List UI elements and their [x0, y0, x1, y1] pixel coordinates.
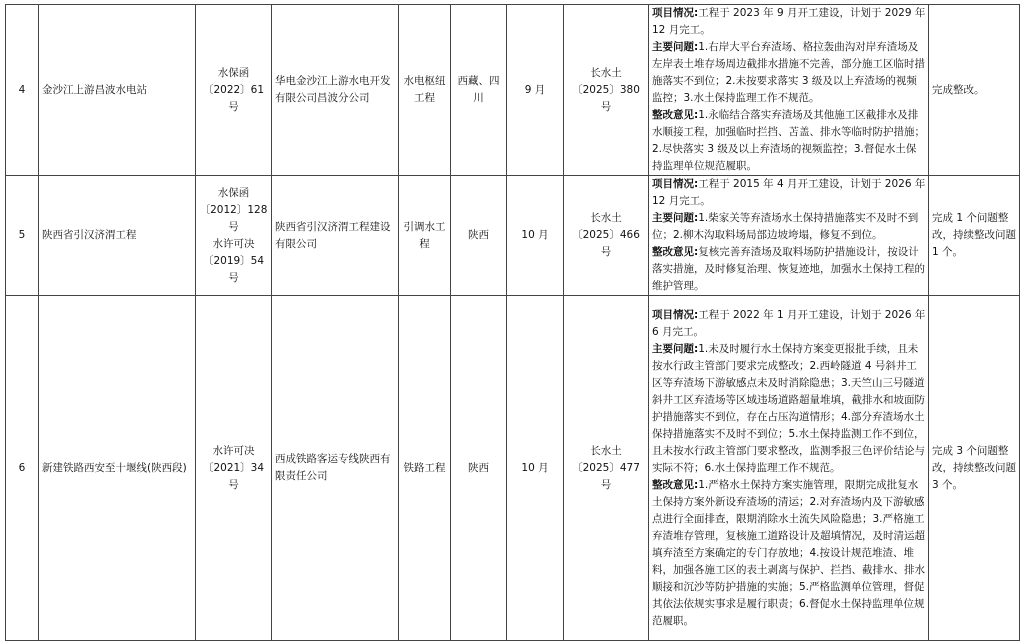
inspection-month: 10 月 — [507, 296, 564, 641]
region: 陕西 — [451, 296, 507, 641]
project-type: 水电枢纽工程 — [399, 5, 451, 176]
inspection-details — [649, 176, 929, 296]
rectification-result: 完成整改。 — [929, 5, 1020, 176]
table-row — [6, 5, 1020, 176]
construction-unit: 西成铁路客运专线陕西有限责任公司 — [272, 296, 399, 641]
project-name: 陕西省引汉济渭工程 — [39, 176, 196, 296]
project-name: 新建铁路西安至十堰线(陕西段) — [39, 296, 196, 641]
main-problems: 主要问题:1.柴家关等弃渣场水土保持措施落实不及时不到位；2.柳木沟取料场局部边坡垮塌，修复不到位。 — [652, 212, 919, 241]
rectification-result: 完成 3 个问题整改，持续整改问题 3 个。 — [929, 296, 1020, 641]
row-number: 4 — [6, 5, 39, 176]
rectification-table — [5, 4, 1020, 641]
row-number: 6 — [6, 296, 39, 641]
construction-unit: 陕西省引汉济渭工程建设有限公司 — [272, 176, 399, 296]
region: 陕西 — [451, 176, 507, 296]
project-name: 金沙江上游昌波水电站 — [39, 5, 196, 176]
rectification-advice: 整改意见:1.严格水土保持方案实施管理，限期完成批复水土保持方案外新设弃渣场的清运；2.对弃渣场内及下游敏感点进行全面排查，限期消除水土流失风险隐患；3.严格施工弃渣堆存管理，复核施工道路设计及超填情况，及时清运超填弃渣至方案确定的专门存放地；4.按设计规范堆渣、堆料，加强各施工区的表土剥离与保护、拦挡、截排水、排水顺接和沉沙等防护措施的实施；5.严格监测单位管理，督促其依法依规实事求是履行职责；6.督促水土保持监理单位规范履职。 — [652, 478, 925, 627]
inspection-details — [649, 296, 929, 641]
project-type: 引调水工程 — [399, 176, 451, 296]
project-status: 项目情况:工程于 2022 年 1 月开工建设，计划于 2026 年 6 月完工。 — [652, 308, 926, 338]
table-row — [6, 176, 1020, 296]
notice-doc: 长水土 〔2025〕477 号 — [564, 296, 649, 641]
region: 西藏、四川 — [451, 5, 507, 176]
approval-doc: 水保函 〔2022〕61 号 — [196, 5, 272, 176]
notice-doc: 长水土 〔2025〕380 号 — [564, 5, 649, 176]
inspection-month: 10 月 — [507, 176, 564, 296]
construction-unit: 华电金沙江上游水电开发有限公司昌波分公司 — [272, 5, 399, 176]
main-problems: 主要问题:1.未及时履行水土保持方案变更报批手续，且未按水行政主管部门要求完成整改；2.西岭隧道 4 号斜井工区等弃渣场下游敏感点未及时消除隐患；3.天竺山三号隧道斜井工区弃渣场等区域违场道路超量堆填，截排水和坡面防护措施落实不到位，存在占压沟道情形；4.部分弃渣场水土保持措施落实不及时不到位；5.水土保持监测工作不到位，且未按水行政主管部门要求整改，监测季报三色评价结论与实际不符；6.水土保持监理工作不规范。 — [652, 342, 925, 474]
main-problems: 主要问题:1.右岸大平台弃渣场、格拉轰曲沟对岸弃渣场及左岸表土堆存场周边截排水措施不完善，部分施工区临时措施落实不到位；2.未按要求落实 3 级及以上弃渣场的视频监控；3.水土保持监理工作不规范。 — [652, 41, 925, 104]
row-number: 5 — [6, 176, 39, 296]
project-type: 铁路工程 — [399, 296, 451, 641]
project-status: 项目情况:工程于 2023 年 9 月开工建设，计划于 2029 年 12 月完工。 — [652, 7, 926, 36]
approval-doc: 水许可决 〔2021〕34 号 — [196, 296, 272, 641]
rectification-advice: 整改意见:复核完善弃渣场及取料场防护措施设计，按设计落实措施，及时修复治理、恢复迹地，加强水土保持工程的维护管理。 — [652, 246, 925, 292]
rectification-result: 完成 1 个问题整改，持续整改问题 1 个。 — [929, 176, 1020, 296]
project-status: 项目情况:工程于 2015 年 4 月开工建设，计划于 2026 年 12 月完工。 — [652, 178, 926, 207]
inspection-month: 9 月 — [507, 5, 564, 176]
inspection-details — [649, 5, 929, 176]
notice-doc: 长水土 〔2025〕466 号 — [564, 176, 649, 296]
approval-doc: 水保函 〔2012〕128 号 水许可决 〔2019〕54 号 — [196, 176, 272, 296]
table-row — [6, 296, 1020, 641]
rectification-advice: 整改意见:1.永临结合落实弃渣场及其他施工区截排水及排水顺接工程，加强临时拦挡、苫盖、排水等临时防护措施；2.尽快落实 3 级及以上弃渣场的视频监控；3.督促水土保持监理单位规范履职。 — [652, 109, 925, 172]
